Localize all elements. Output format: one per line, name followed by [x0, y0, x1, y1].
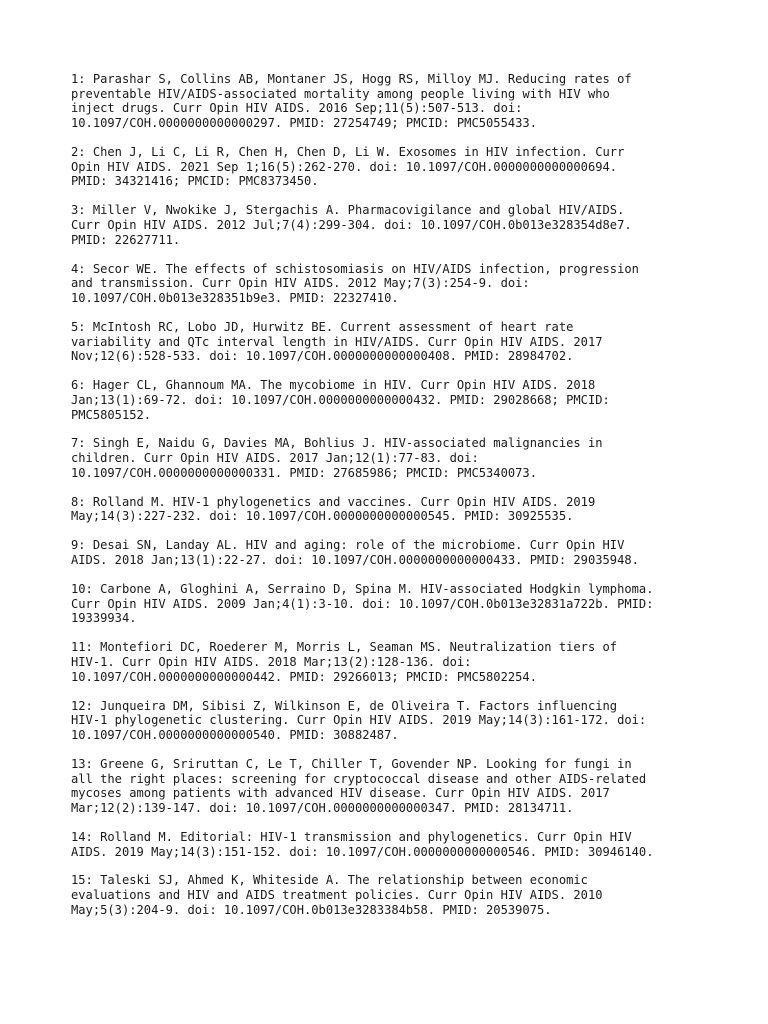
reference-entry-13: 13: Greene G, Sriruttan C, Le T, Chiller T, Govender NP. Looking for fungi in all the right places: screening for cryptococcal disease and other AIDS-related mycoses among patients with advanced HIV disease. Curr Opin HIV AIDS. 2017 Mar;12(2):139-147. doi: 10.1097/COH.0000000000000347. PMID: 28134711. — [71, 756, 647, 815]
reference-entry-14: 14: Rolland M. Editorial: HIV-1 transmission and phylogenetics. Curr Opin HIV AIDS. 2019 May;14(3):151-152. doi: 10.1097/COH.0000000000000546. PMID: 30946140. — [71, 829, 654, 859]
reference-entry-5: 5: McIntosh RC, Lobo JD, Hurwitz BE. Current assessment of heart rate variability and QTc interval length in HIV/AIDS. Curr Opin HIV AIDS. 2017 Nov;12(6):528-533. doi: 10.1097/COH.0000000000000408. PMID: 28984702. — [71, 319, 603, 364]
reference-entry-1: 1: Parashar S, Collins AB, Montaner JS, Hogg RS, Milloy MJ. Reducing rates of preventable HIV/AIDS-associated mortality among people living with HIV who inject drugs. Curr Opin HIV AIDS. 2016 Sep;11(5):507-513. doi: 10.1097/COH.0000000000000297. PMID: 27254749; PMCID: PMC5055433. — [71, 72, 632, 131]
reference-entry-9: 9: Desai SN, Landay AL. HIV and aging: role of the microbiome. Curr Opin HIV AIDS. 2018 Jan;13(1):22-27. doi: 10.1097/COH.0000000000000433. PMID: 29035948. — [71, 538, 639, 568]
reference-entry-7: 7: Singh E, Naidu G, Davies MA, Bohlius J. HIV-associated malignancies in children. Curr Opin HIV AIDS. 2017 Jan;12(1):77-83. doi: 10.1097/COH.0000000000000331. PMID: 27685986; PMCID: PMC5340073. — [71, 436, 603, 480]
reference-entry-3: 3: Miller V, Nwokike J, Stergachis A. Pharmacovigilance and global HIV/AIDS. Curr Opin HIV AIDS. 2012 Jul;7(4):299-304. doi: 10.1097/COH.0b013e328354d8e7. PMID: 22627711. — [71, 203, 632, 247]
reference-entry-15: 15: Taleski SJ, Ahmed K, Whiteside A. The relationship between economic evaluations and HIV and AIDS treatment policies. Curr Opin HIV AIDS. 2010 May;5(3):204-9. doi: 10.1097/COH.0b013e3283384b58. PMID: 20539075. — [71, 873, 603, 917]
reference-entry-8: 8: Rolland M. HIV-1 phylogenetics and vaccines. Curr Opin HIV AIDS. 2019 May;14(3):227-232. doi: 10.1097/COH.0000000000000545. PMID: 30925535. — [71, 494, 596, 524]
reference-entry-11: 11: Montefiori DC, Roederer M, Morris L, Seaman MS. Neutralization tiers of HIV-1. Curr Opin HIV AIDS. 2018 Mar;13(2):128-136. doi: 10.1097/COH.0000000000000442. PMID: 29266013; PMCID: PMC5802254. — [71, 640, 618, 684]
reference-entry-12: 12: Junqueira DM, Sibisi Z, Wilkinson E, de Oliveira T. Factors influencing HIV-1 phylogenetic clustering. Curr Opin HIV AIDS. 2019 May;14(3):161-172. doi: 10.1097/COH.0000000000000540. PMID: 30882487. — [71, 698, 647, 742]
reference-entry-4: 4: Secor WE. The effects of schistosomiasis on HIV/AIDS infection, progression and transmission. Curr Opin HIV AIDS. 2012 May;7(3):254-9. doi: 10.1097/COH.0b013e328351b9e3. PMID: 22327410. — [71, 261, 639, 305]
reference-list — [71, 72, 711, 932]
reference-entry-10: 10: Carbone A, Gloghini A, Serraino D, Spina M. HIV-associated Hodgkin lymphoma. Curr Opin HIV AIDS. 2009 Jan;4(1):3-10. doi: 10.1097/COH.0b013e32831a722b. PMID: 19339934. — [71, 581, 654, 626]
reference-entry-2: 2: Chen J, Li C, Li R, Chen H, Chen D, Li W. Exosomes in HIV infection. Curr Opin HIV AIDS. 2021 Sep 1;16(5):262-270. doi: 10.1097/COH.0000000000000694. PMID: 34321416; PMCID: PMC8373450. — [71, 145, 625, 189]
reference-entry-6: 6: Hager CL, Ghannoum MA. The mycobiome in HIV. Curr Opin HIV AIDS. 2018 Jan;13(1):69-72. doi: 10.1097/COH.0000000000000432. PMID: 29028668; PMCID: PMC5805152. — [71, 378, 610, 422]
